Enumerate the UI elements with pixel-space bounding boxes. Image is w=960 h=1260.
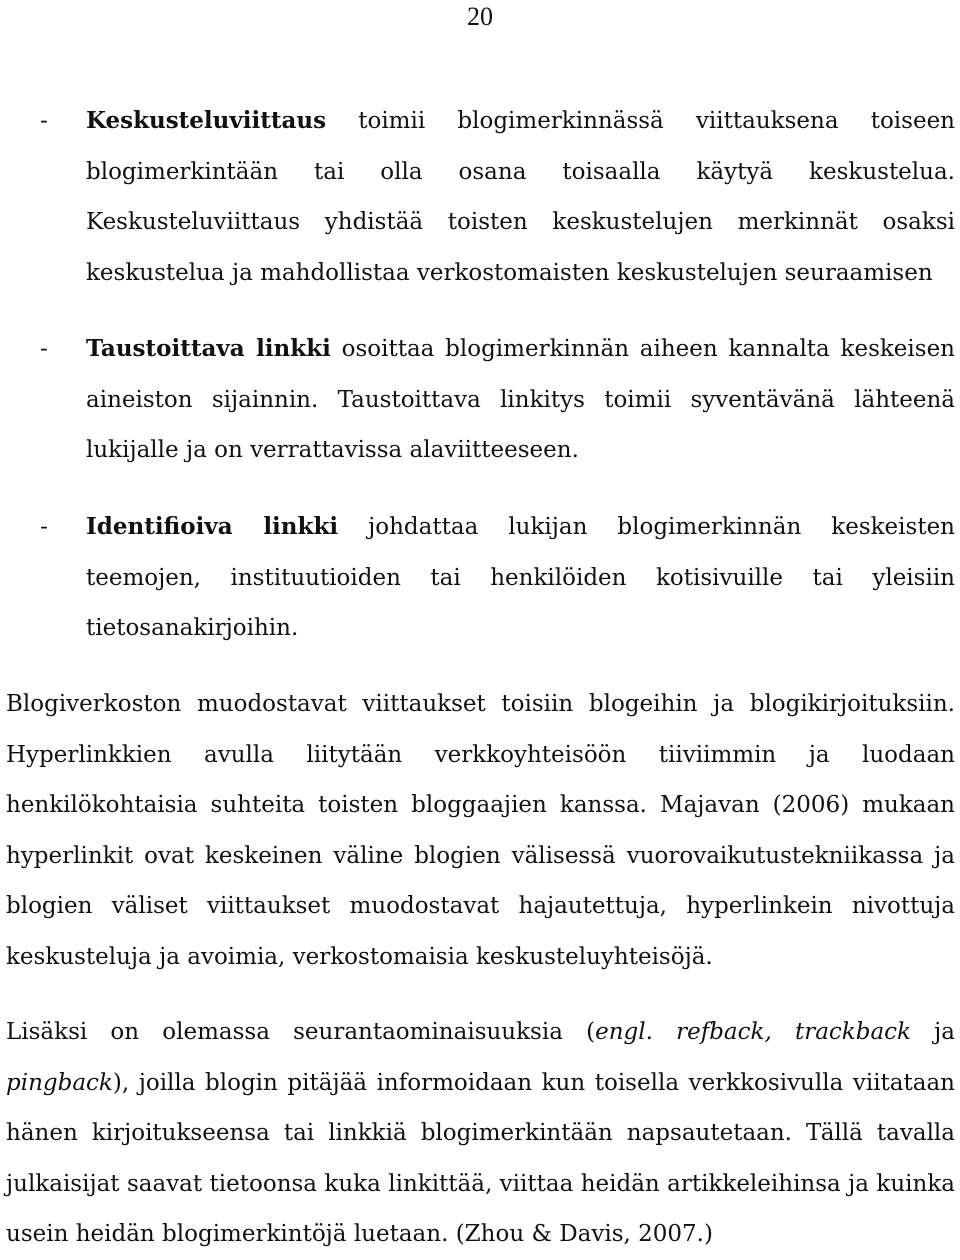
- bullet-text: [86, 96, 955, 298]
- bullet-dash: -: [40, 514, 48, 540]
- paragraph-text: ), joilla blogin pitäjää informoidaan kun toisella verkkosivulla viitataan hänen kirjoitukseensa tai linkkiä blogimerkintään napsautetaan. Tällä tavalla julkaisijat saavat tietoonsa kuka linkittää, viittaa heidän artikkeleihinsa ja kuinka usein heidän blogimerkintöjä luetaan. (Zhou & Davis, 2007.): [6, 1069, 955, 1247]
- bullet-term: Identifioiva linkki: [86, 513, 339, 540]
- bullet-term: Taustoittava linkki: [86, 335, 331, 362]
- bullet-identifioiva-linkki: [0, 502, 955, 654]
- paragraph-seurantaominaisuudet: [6, 1007, 955, 1260]
- paragraph-text: ja: [910, 1019, 956, 1045]
- bullet-keskusteluviittaus: [0, 96, 955, 298]
- bullet-taustoittava-linkki: [0, 324, 955, 476]
- bullet-dash: -: [40, 336, 48, 362]
- bullet-description: osoittaa blogimerkinnän aiheen kannalta keskeisen aineiston sijainnin. Taustoittava linkitys toimii syventävänä lähteenä lukijalle ja on verrattavissa alaviitteeseen.: [86, 336, 955, 463]
- paragraph-italic-pingback: pingback: [6, 1069, 113, 1096]
- bullet-term: Keskusteluviittaus: [86, 107, 327, 134]
- bullet-description: toimii blogimerkinnässä viittauksena toiseen blogimerkintään tai olla osana toisaalla käytyä keskustelua. Keskusteluviittaus yhdistää toisten keskustelujen merkinnät osaksi keskustelua ja mahdollistaa verkostomaisten keskustelujen seuraamisen: [86, 108, 955, 286]
- bullet-description: johdattaa lukijan blogimerkinnän keskeisten teemojen, instituutioiden tai henkilöiden kotisivuille tai yleisiin tietosanakirjoihin.: [86, 514, 955, 641]
- paragraph-italic-engl: engl. refback, trackback: [595, 1019, 911, 1045]
- page-number: 20: [467, 2, 493, 31]
- paragraph-text: Lisäksi on olemassa seurantaominaisuuksia (: [6, 1019, 596, 1045]
- paragraph-blogiverkosto: Blogiverkoston muodostavat viittaukset toisiin blogeihin ja blogikirjoituksiin. Hyperlinkkien avulla liitytään verkkoyhteisöön tiiviimmin ja luodaan henkilökohtaisia suhteita toisten bloggaajien kanssa. Majavan (2006) mukaan hyperlinkit ovat keskeinen väline blogien välisessä vuorovaikutustekniikassa ja blogien väliset viittaukset muodostavat hajautettuja, hyperlinkein nivottuja keskusteluja ja avoimia, verkostomaisia keskusteluyhteisöjä.: [6, 691, 955, 970]
- bullet-text: [86, 324, 955, 476]
- bullet-text: [86, 502, 955, 654]
- bullet-dash: -: [40, 108, 48, 134]
